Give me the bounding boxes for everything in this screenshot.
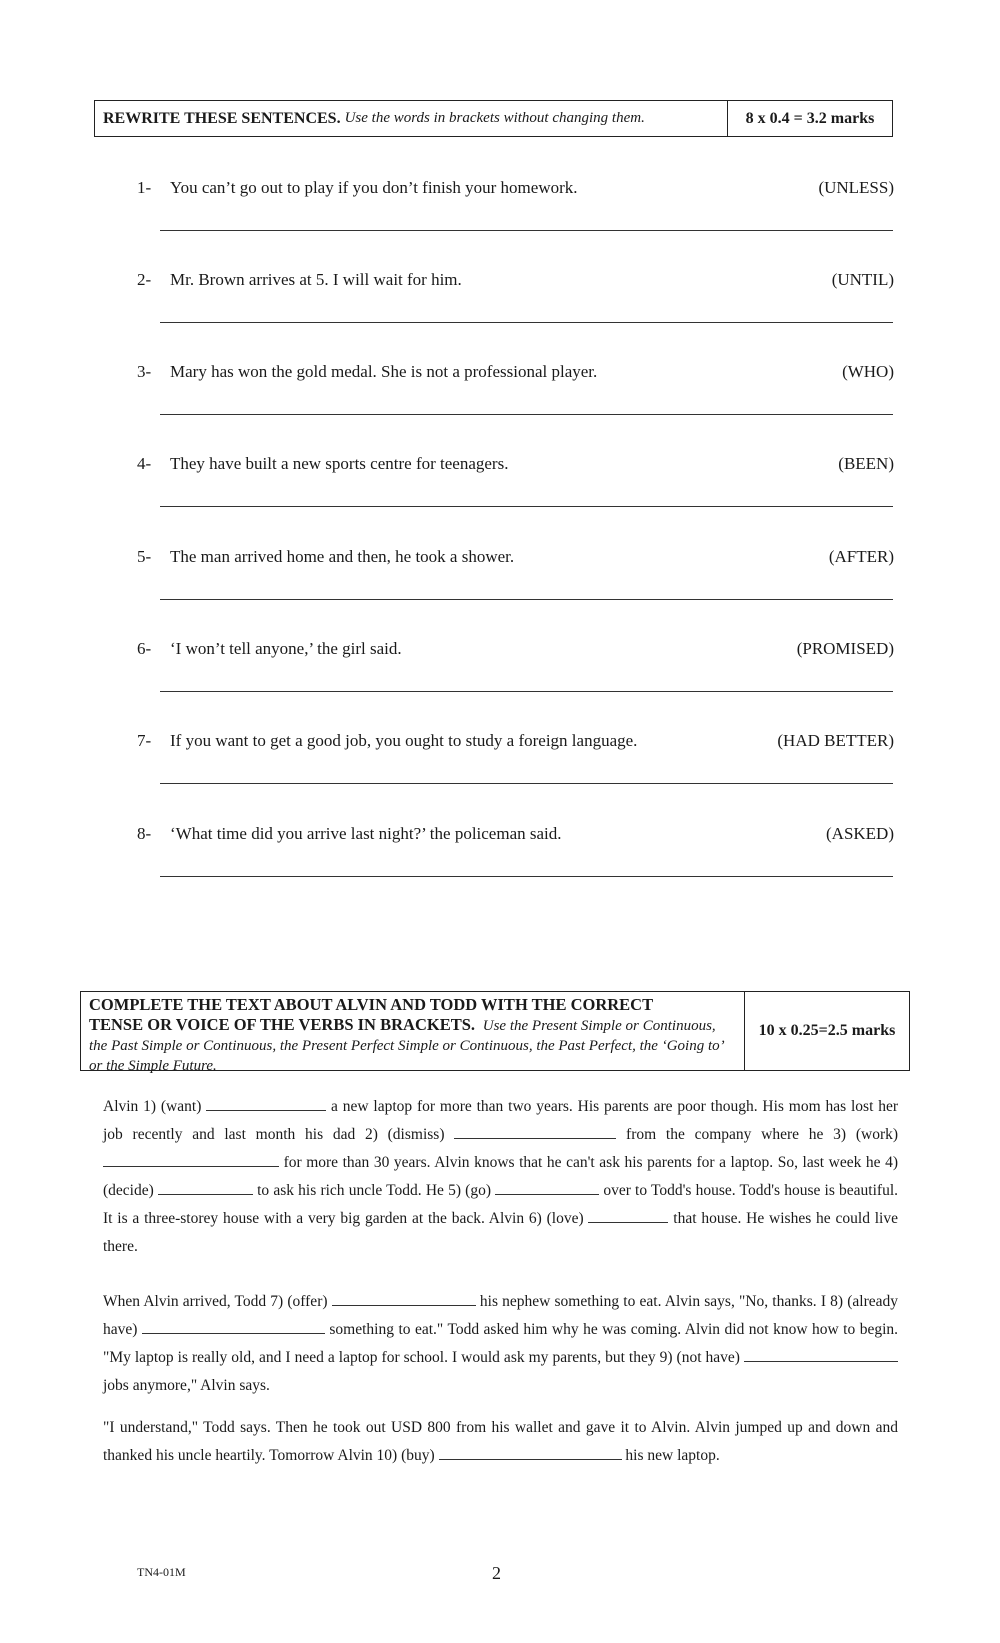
text-segment: "I understand," Todd says. Then he took out USD 800 from his wallet and gave it to Alvin. Alvin jumped up and down and thanked his uncle heartily. Tomorrow Alvin 10) (buy) [103, 1419, 898, 1464]
answer-line[interactable] [160, 230, 893, 231]
story-paragraph-3 [103, 1414, 898, 1470]
rewrite-item-6 [0, 639, 1000, 699]
item-keyword: (UNTIL) [831, 270, 894, 289]
item-sentence: They have built a new sports centre for teenagers. [170, 454, 509, 473]
item-number: 4- [137, 454, 152, 473]
section1-marks: 8 x 0.4 = 3.2 marks [727, 101, 892, 136]
item-number: 3- [137, 362, 152, 381]
page-number: 2 [492, 1563, 501, 1583]
rewrite-item-8 [0, 824, 1000, 884]
text-segment: for more than 30 years. Alvin knows that he can't ask his parents for a laptop. So, last week he 4) (decide) [103, 1154, 898, 1199]
blank-4[interactable] [158, 1179, 253, 1195]
blank-9[interactable] [744, 1346, 898, 1362]
item-keyword: (ASKED) [826, 824, 894, 843]
text-segment: his nephew something to eat. Alvin says, "No, thanks. I 8) (already have) [103, 1293, 899, 1338]
item-number: 1- [137, 178, 152, 197]
item-sentence: Mary has won the gold medal. She is not a professional player. [170, 362, 598, 381]
rewrite-item-1 [0, 178, 1000, 238]
rewrite-item-7 [0, 731, 1000, 791]
blank-5[interactable] [495, 1179, 599, 1195]
item-sentence: You can’t go out to play if you don’t finish your homework. [170, 178, 578, 197]
answer-line[interactable] [160, 414, 893, 415]
blank-3[interactable] [103, 1151, 279, 1167]
answer-line[interactable] [160, 599, 893, 600]
answer-line[interactable] [160, 691, 893, 692]
text-segment: When Alvin arrived, Todd 7) (offer) [103, 1293, 328, 1310]
item-keyword: (HAD BETTER) [777, 731, 894, 750]
text-segment: Alvin 1) (want) [103, 1098, 202, 1115]
item-number: 5- [137, 547, 152, 566]
item-number: 6- [137, 639, 152, 658]
item-number: 7- [137, 731, 152, 750]
answer-line[interactable] [160, 783, 893, 784]
text-segment: over to Todd's house. Todd's house is beautiful. It is a three-storey house with a very big garden at the back. Alvin 6) (love) [103, 1182, 898, 1227]
blank-10[interactable] [439, 1444, 622, 1460]
text-segment: his new laptop. [625, 1447, 720, 1464]
rewrite-item-4 [0, 454, 1000, 514]
rewrite-item-3 [0, 362, 1000, 422]
section2-marks: 10 x 0.25=2.5 marks [744, 992, 909, 1070]
section2-instruction-part2: Continuous, the Past Simple or Continuous, the Present Perfect Simple or Continuous, the Past Perfect, the ‘Going to’ or the Simple Future. [89, 1018, 723, 1074]
text-segment: to ask his rich uncle Todd. He 5) (go) [257, 1182, 491, 1199]
item-sentence: The man arrived home and then, he took a shower. [170, 547, 515, 566]
blank-6[interactable] [588, 1207, 668, 1223]
item-keyword: (AFTER) [828, 547, 894, 566]
rewrite-item-2 [0, 270, 1000, 330]
section1-instruction-cell [95, 101, 727, 136]
item-keyword: (PROMISED) [796, 639, 894, 658]
section2-title-line2: TENSE OR VOICE OF THE VERBS IN BRACKETS. [89, 1015, 476, 1034]
rewrite-item-5 [0, 547, 1000, 607]
item-sentence: Mr. Brown arrives at 5. I will wait for him. [170, 270, 462, 289]
text-segment: a new laptop for more than two years. His parents are poor though. His mom has lost her job recently and last month his dad 2) (dismiss) [103, 1098, 899, 1143]
section2-instruction-cell [81, 992, 744, 1074]
answer-line[interactable] [160, 506, 893, 507]
item-number: 2- [137, 270, 152, 289]
document-code: TN4-01M [137, 1565, 186, 1579]
item-sentence: ‘What time did you arrive last night?’ the policeman said. [170, 824, 562, 843]
blank-2[interactable] [454, 1123, 616, 1139]
item-keyword: (BEEN) [838, 454, 894, 473]
item-keyword: (UNLESS) [818, 178, 894, 197]
section2-instruction-part1: Use the Present Simple or [482, 1018, 639, 1034]
section1-instruction: Use the words in brackets without changing them. [344, 110, 645, 126]
answer-line[interactable] [160, 322, 893, 323]
section2-header [80, 991, 910, 1074]
section2-title-line1: COMPLETE THE TEXT ABOUT ALVIN AND TODD WITH THE CORRECT [89, 995, 654, 1014]
item-keyword: (WHO) [842, 362, 894, 381]
blank-7[interactable] [332, 1290, 476, 1306]
text-segment: jobs anymore," Alvin says. [103, 1377, 270, 1394]
section1-title: REWRITE THESE SENTENCES. [103, 109, 341, 127]
text-segment: from the company where he 3) (work) [626, 1126, 899, 1143]
answer-line[interactable] [160, 876, 893, 877]
blank-8[interactable] [142, 1318, 325, 1334]
text-segment: something to eat." Todd asked him why he was coming. Alvin did not know how to begin. "My laptop is really old, and I need a laptop for school. I would ask my parents, but they 9) (not have) [103, 1321, 899, 1366]
item-sentence: If you want to get a good job, you ought to study a foreign language. [170, 731, 638, 750]
item-sentence: ‘I won’t tell anyone,’ the girl said. [170, 639, 402, 658]
story-paragraph-2 [103, 1288, 898, 1400]
item-number: 8- [137, 824, 152, 843]
section1-header [94, 100, 893, 137]
text-segment: that house. He wishes he could live there. [103, 1210, 898, 1255]
story-paragraph-1 [103, 1093, 898, 1261]
blank-1[interactable] [206, 1095, 326, 1111]
